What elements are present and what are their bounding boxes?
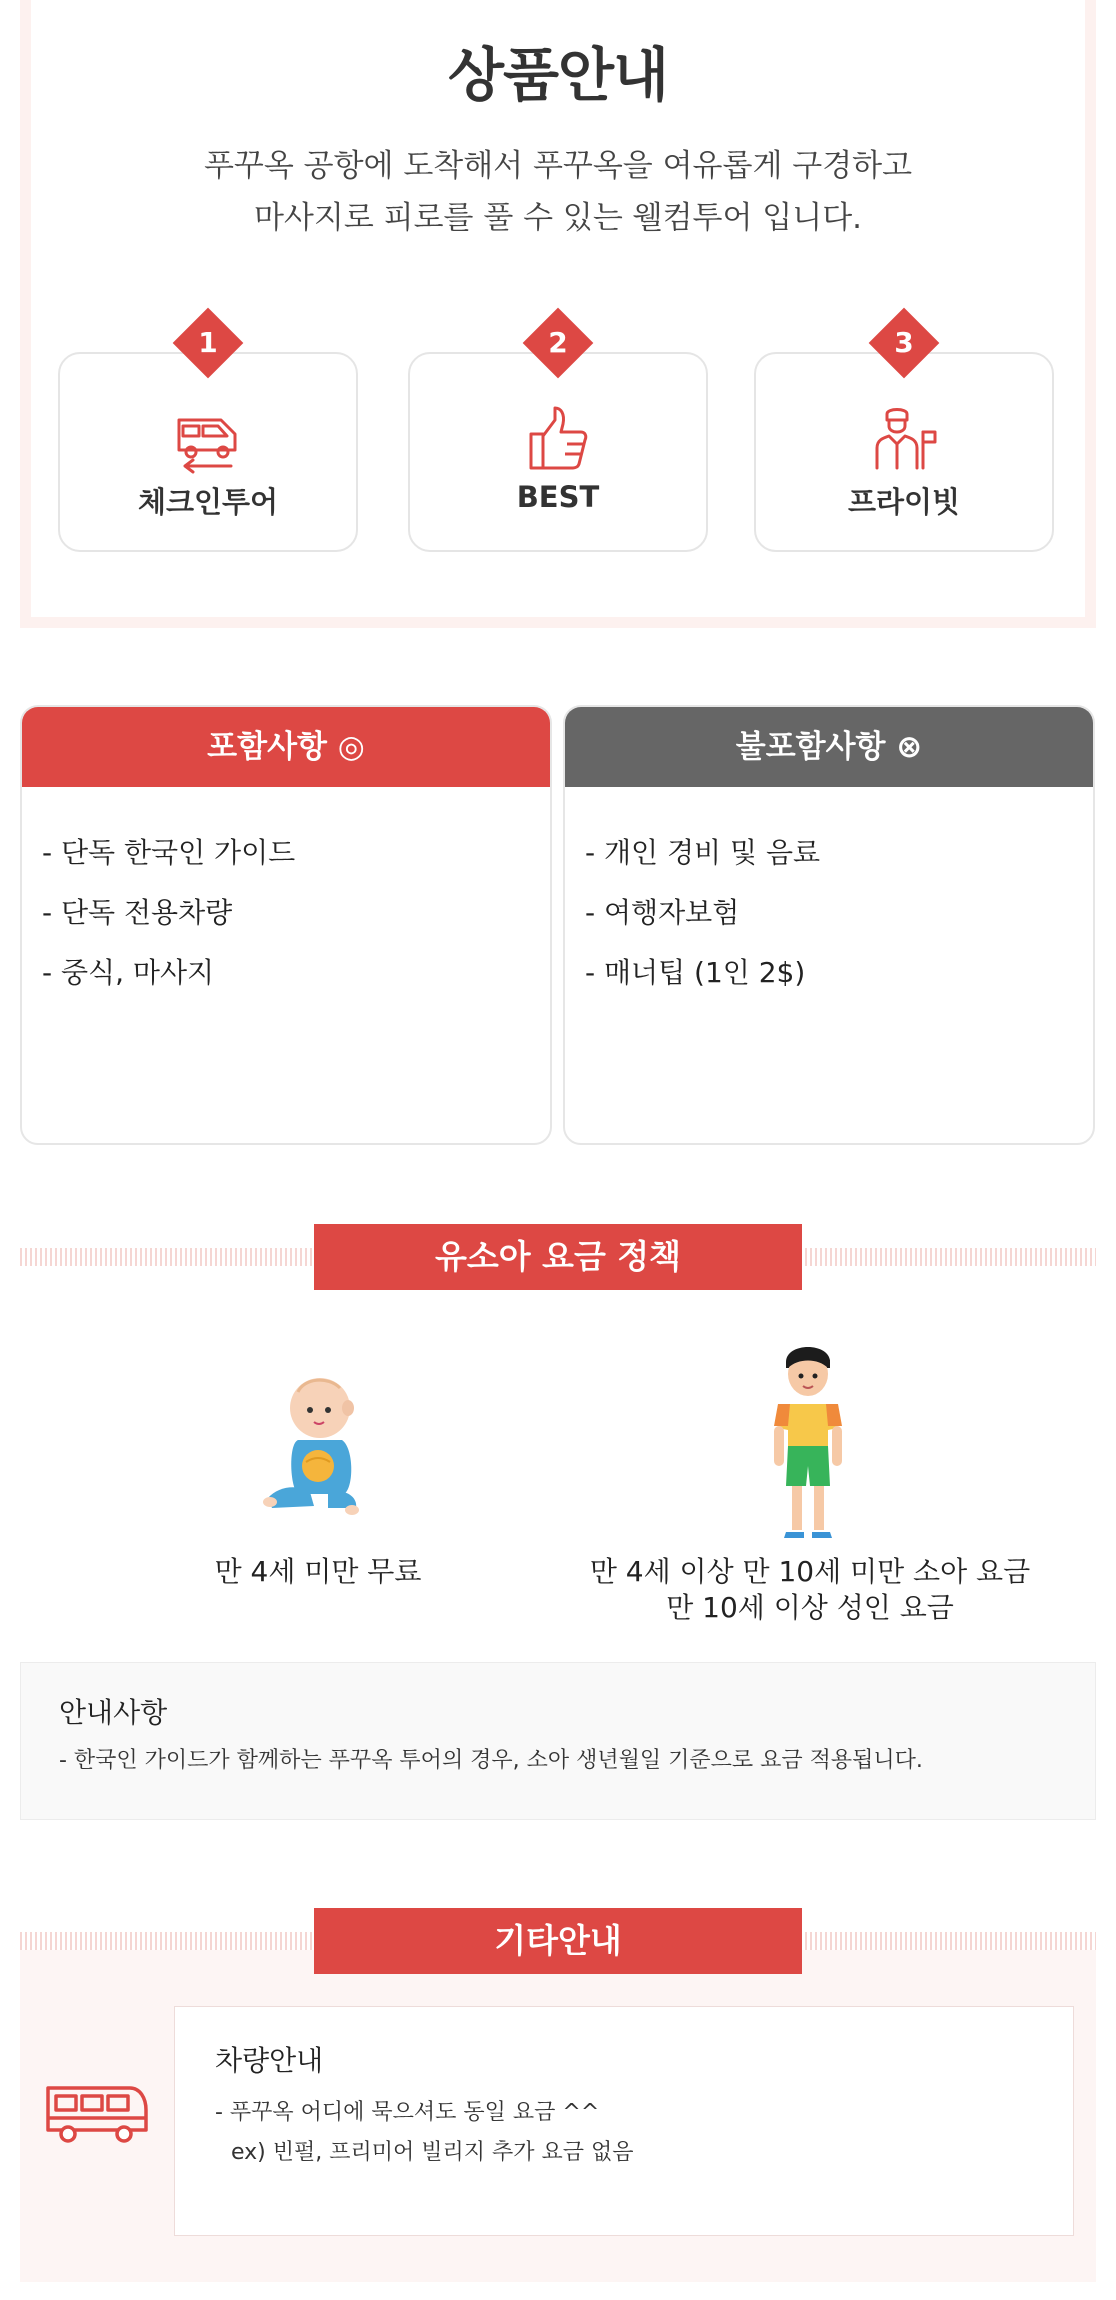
child-icon <box>758 1338 858 1548</box>
vehicle-info-line-2: ex) 빈펄, 프리미어 빌리지 추가 요금 없음 <box>231 2140 634 2165</box>
infant-fare-text: 만 4세 미만 무료 <box>214 1555 422 1588</box>
page-title: 상품안내 <box>447 41 669 109</box>
excluded-list <box>565 787 1093 1003</box>
child-fare-line-1: 만 4세 이상 만 10세 미만 소아 요금 <box>589 1555 1031 1588</box>
list-item: - 단독 한국인 가이드 <box>42 836 296 869</box>
excluded-panel <box>563 705 1095 1145</box>
list-item: - 여행자보험 <box>585 896 740 929</box>
intro-desc-line-1: 푸꾸옥 공항에 도착해서 푸꾸옥을 여유롭게 구경하고 <box>203 148 913 184</box>
vehicle-info-title: 차량안내 <box>215 2044 324 2077</box>
etc-title: 기타안내 <box>314 1908 802 1974</box>
feature-number: 3 <box>894 326 914 359</box>
intro-description <box>31 140 1085 244</box>
child-fare-text <box>560 1554 1060 1626</box>
notice-title: 안내사항 <box>59 1696 168 1729</box>
baby-icon <box>258 1368 378 1518</box>
feature-label: BEST <box>516 480 600 514</box>
vehicle-info-card <box>174 2006 1074 2236</box>
feature-number: 2 <box>548 326 568 359</box>
feature-label: 체크인투어 <box>137 485 279 519</box>
feature-number: 1 <box>198 326 218 359</box>
notice-text: - 한국인 가이드가 함께하는 푸꾸옥 투어의 경우, 소아 생년월일 기준으로 요금 적용됩니다. <box>59 1748 923 1773</box>
included-list <box>22 787 550 1003</box>
guide-flag-icon <box>869 404 939 474</box>
thumbs-up-icon <box>523 404 593 474</box>
list-item: - 매너팁 (1인 2$) <box>585 956 806 989</box>
notice-box <box>20 1662 1096 1820</box>
list-item: - 중식, 마사지 <box>42 956 215 989</box>
excluded-header: 불포함사항 ⊗ <box>565 707 1093 787</box>
feature-label: 프라이빗 <box>847 485 961 519</box>
included-panel <box>20 705 552 1145</box>
feature-card-private <box>754 326 1054 552</box>
included-header: 포함사항 ◎ <box>22 707 550 787</box>
vehicle-info-line-1: - 푸꾸옥 어디에 묵으셔도 동일 요금 ^^ <box>215 2100 600 2125</box>
child-fare-line-2: 만 10세 이상 성인 요금 <box>666 1591 954 1624</box>
feature-card-checkin-tour <box>58 326 358 552</box>
list-item: - 단독 전용차량 <box>42 896 233 929</box>
list-item: - 개인 경비 및 음료 <box>585 836 821 869</box>
feature-card-best <box>408 326 708 552</box>
van-icon <box>173 404 243 474</box>
child-fare-title: 유소아 요금 정책 <box>314 1224 802 1290</box>
intro-desc-line-2: 마사지로 피로를 풀 수 있는 웰컴투어 입니다. <box>253 200 862 236</box>
bus-icon <box>44 2082 150 2146</box>
